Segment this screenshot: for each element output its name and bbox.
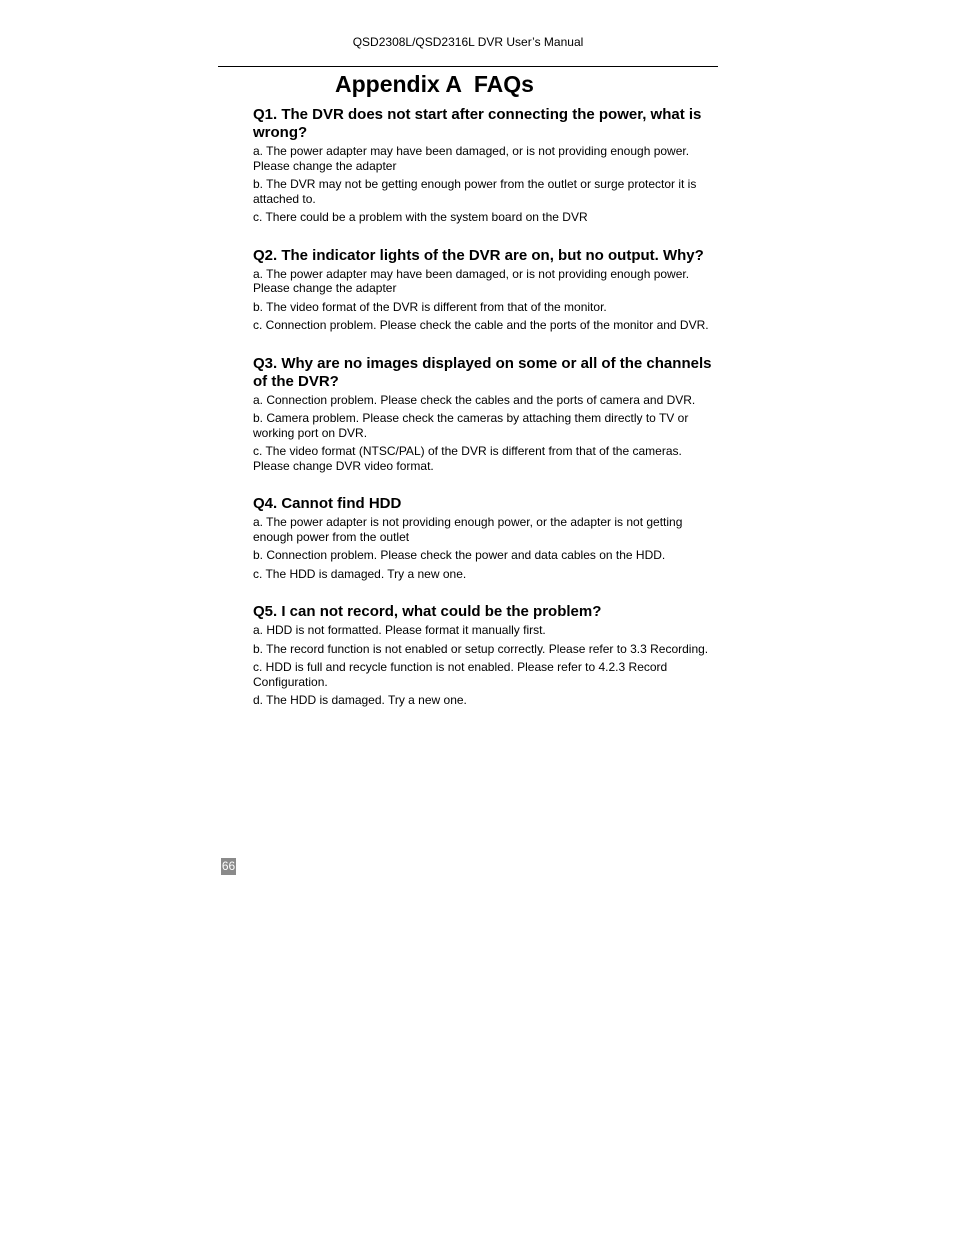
faq-answer: b. The record function is not enabled or setup correctly. Please refer to 3.3 Recording. [253,641,709,656]
faq-answer: c. HDD is full and recycle function is not enabled. Please refer to 4.2.3 Record Configuration. [253,660,668,689]
faq-answer: a. HDD is not formatted. Please format it manually first. [253,623,546,637]
running-header: QSD2308L/QSD2316L DVR User’s Manual [352,35,584,49]
faq-question: Q3. Why are no images displayed on some or all of the channels of the DVR? [253,354,712,390]
faq-question: Q2. The indicator lights of the DVR are on, but no output. Why? [253,246,704,264]
faq-q3 [253,355,719,474]
chapter-title: Appendix A FAQs [335,71,534,97]
faq-answer: a. Connection problem. Please check the cables and the ports of camera and DVR. [253,392,696,407]
faq-answer: d. The HDD is damaged. Try a new one. [253,693,467,707]
header-rule [218,66,718,67]
faq-answer: c. Connection problem. Please check the cable and the ports of the monitor and DVR. [253,318,709,332]
faq-q1 [253,106,719,225]
faq-question: Q1. The DVR does not start after connecting the power, what is wrong? [253,106,702,141]
faq-answer: c. The HDD is damaged. Try a new one. [253,566,467,581]
faq-question: Q4. Cannot find HDD [253,495,402,512]
faq-answer: a. The power adapter is not providing enough power, or the adapter is not getting enough power from the outlet [253,515,683,544]
faq-answer: b. Connection problem. Please check the power and data cables on the HDD. [253,548,666,562]
faq-answer: b. The DVR may not be getting enough power from the outlet or surge protector it is attached to. [253,177,697,206]
faq-answer: a. The power adapter may have been damaged, or is not providing enough power. Please change the adapter [253,144,690,173]
faq-q4 [253,495,719,581]
page-number: 66 [221,859,236,873]
faq-answer: b. The video format of the DVR is different from that of the monitor. [253,299,607,314]
faq-answer: c. The video format (NTSC/PAL) of the DVR is different from that of the cameras. Please change DVR video format. [253,444,682,473]
faq-answer: b. Camera problem. Please check the cameras by attaching them directly to TV or working port on DVR. [253,411,689,440]
faq-question: Q5. I can not record, what could be the problem? [253,603,602,620]
faq-answer: c. There could be a problem with the system board on the DVR [253,210,588,224]
faq-q2 [253,247,719,333]
faq-q5 [253,603,719,708]
faq-content [253,106,719,730]
faq-answer: a. The power adapter may have been damaged, or is not providing enough power. Please change the adapter [253,266,690,295]
